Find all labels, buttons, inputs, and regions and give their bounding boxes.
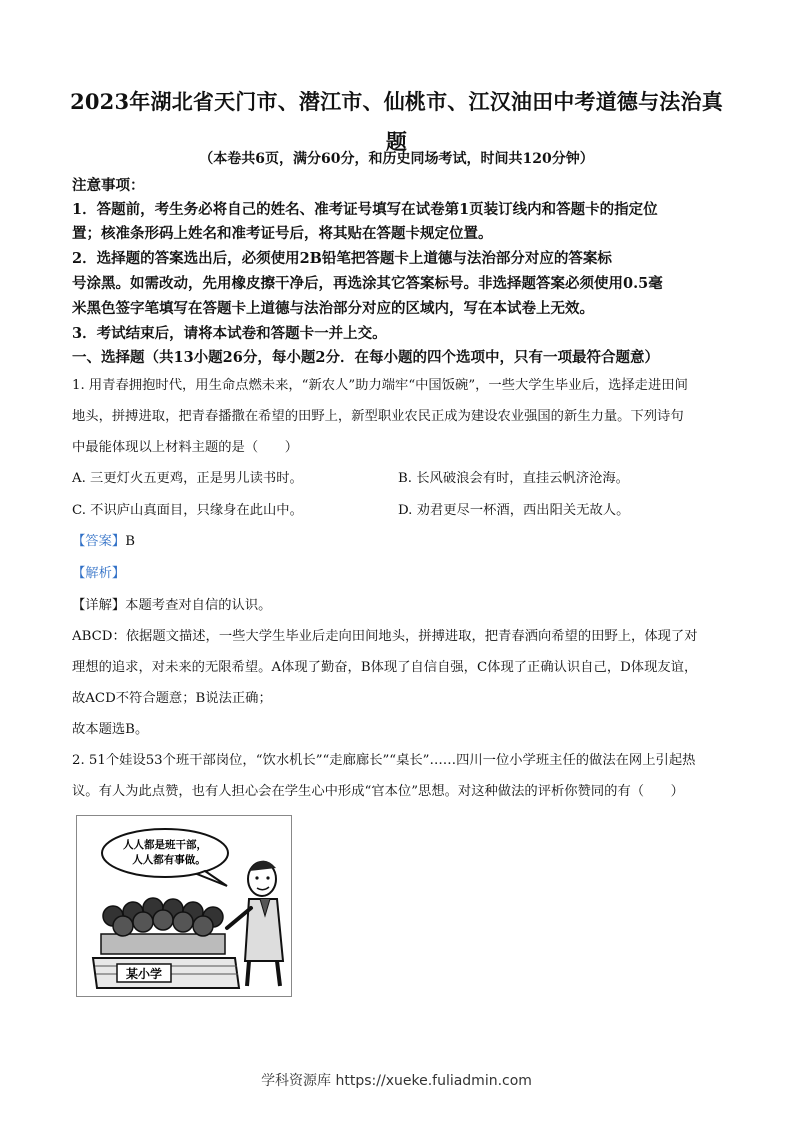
detail-line: ABCD：依据题文描述，一些大学生毕业后走向田间地头，拼搏进取，把青春洒向希望的田野上，体现了对 — [72, 629, 698, 644]
answer-label: 【答案】 — [72, 534, 126, 549]
book-label: 某小学 — [125, 967, 163, 981]
answer-row — [72, 530, 732, 549]
speech-line-1: 人人都是班干部， — [123, 839, 207, 851]
section-heading: 一、选择题（共13小题26分，每小题2分．在每小题的四个选项中，只有一项最符合题意） — [72, 349, 659, 366]
note-line: 米黑色签字笔填写在答题卡上道德与法治部分对应的区域内，写在本试卷上无效。 — [72, 300, 594, 317]
notes-heading: 注意事项： — [72, 177, 145, 194]
question-1-text: 地头，拼搏进取，把青春播撒在希望的田野上，新型职业农民正成为建设农业强国的新生力量。下列诗句 — [72, 409, 684, 424]
speech-line-2: 人人都有事做。 — [132, 854, 206, 866]
option-c: C. 不识庐山真面目，只缘身在此山中。 — [72, 503, 303, 518]
option-a: A. 三更灯火五更鸡，正是男儿读书时。 — [72, 471, 303, 486]
note-line: 号涂黑。如需改动，先用橡皮擦干净后，再选涂其它答案标号。非选择题答案必须使用0.5毫 — [72, 275, 663, 292]
question-2-text: 2. 51个娃设53个班干部岗位，“饮水机长”“走廊廊长”“桌长”……四川一位小学班主任的做法在网上引起热 — [72, 753, 696, 768]
cartoon-drawing — [77, 816, 291, 996]
page-title: 2023年湖北省天门市、潜江市、仙桃市、江汉油田中考道德与法治真题 — [70, 89, 723, 154]
detail-line: 故ACD不符合题意；B说法正确； — [72, 691, 272, 706]
note-line: 2．选择题的答案选出后，必须使用2B铅笔把答题卡上道德与法治部分对应的答案标 — [72, 250, 612, 267]
students-group — [101, 898, 225, 954]
book-figure — [93, 958, 239, 988]
question-2-text: 议。有人为此点赞，也有人担心会在学生心中形成“官本位”思想。对这种做法的评析你赞同的有（ ） — [72, 784, 684, 799]
note-line: 置；核准条形码上姓名和准考证号后，将其贴在答题卡规定位置。 — [72, 225, 493, 242]
question-1-text: 1. 用青春拥抱时代，用生命点燃未来，“新农人”助力端牢“中国饭碗”，一些大学生毕业后，选择走进田间 — [72, 378, 688, 393]
cartoon-illustration — [76, 815, 292, 997]
note-line: 3．考试结束后，请将本试卷和答题卡一并上交。 — [72, 325, 387, 342]
exam-info-subtitle: （本卷共6页，满分60分，和历史同场考试，时间共120分钟） — [199, 151, 594, 167]
answer-value: B — [125, 534, 135, 549]
option-b: B. 长风破浪会有时，直挂云帆济沧海。 — [398, 471, 629, 486]
detail-line: 故本题选B。 — [72, 722, 149, 737]
option-d: D. 劝君更尽一杯酒，西出阳关无故人。 — [398, 503, 630, 518]
footer-watermark: 学科资源库 https://xueke.fuliadmin.com — [261, 1073, 532, 1089]
question-1-text: 中最能体现以上材料主题的是（ ） — [72, 440, 299, 455]
note-line: 1．答题前，考生务必将自己的姓名、准考证号填写在试卷第1页装订线内和答题卡的指定位 — [72, 201, 658, 218]
detail-line: 理想的追求，对未来的无限希望。A体现了勤奋，B体现了自信自强，C体现了正确认识自己，D体现友谊， — [72, 660, 698, 675]
detail-line: 【详解】本题考查对自信的认识。 — [72, 598, 272, 613]
analysis-label: 【解析】 — [72, 566, 126, 581]
